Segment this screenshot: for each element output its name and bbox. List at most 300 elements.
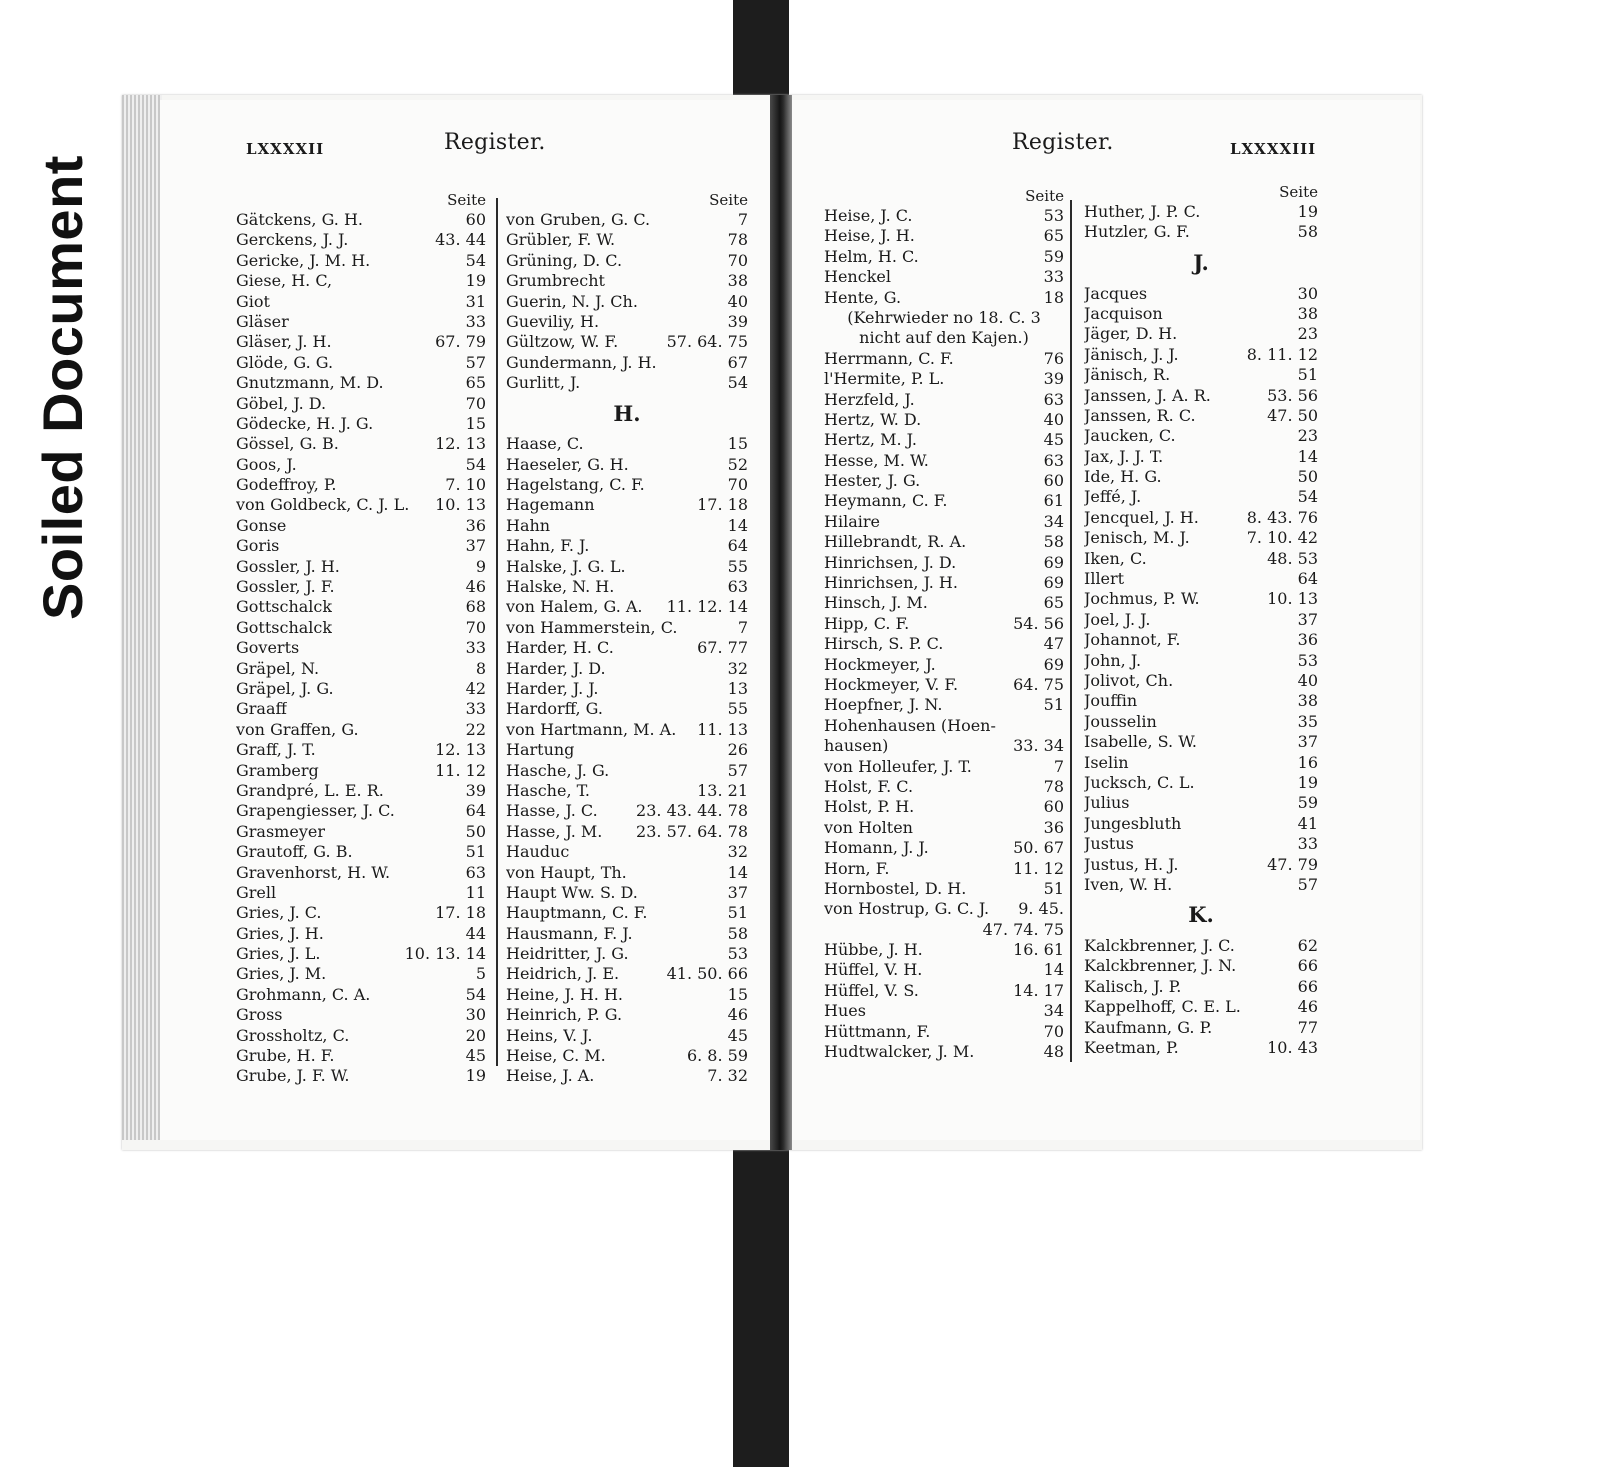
entry-pages: 23 (1297, 324, 1318, 344)
entry-name: Grandpré, L. E. R. (236, 780, 384, 800)
entry-pages: 50. 67 (1013, 838, 1064, 858)
entry-pages: 40 (727, 291, 748, 311)
entry-pages: 36 (1043, 817, 1064, 837)
index-entries (506, 210, 748, 1087)
entry-name: Hilaire (824, 511, 880, 531)
entry-pages: 59 (1043, 246, 1064, 266)
entry-pages: 13. 21 (697, 780, 748, 800)
entry-pages: 39 (1043, 369, 1064, 389)
entry-pages: 68 (465, 597, 486, 617)
entry-name: von Holleufer, J. T. (824, 756, 972, 776)
left-col-1 (236, 190, 486, 1087)
right-page-number: LXXXXIII (1230, 140, 1317, 158)
index-entry (236, 577, 486, 597)
entry-pages: 58 (727, 923, 748, 943)
entry-pages: 41. 50. 66 (666, 964, 748, 984)
entry-name: von Goldbeck, C. J. L. (236, 495, 410, 515)
index-entry (506, 1005, 748, 1025)
right-col-1 (824, 186, 1064, 1062)
entry-name: Ide, H. G. (1084, 467, 1162, 487)
index-entry (236, 985, 486, 1005)
entry-name: Julius (1084, 793, 1130, 813)
entry-name: Jacquison (1084, 303, 1163, 323)
index-entry (236, 842, 486, 862)
index-entry (1084, 365, 1318, 385)
index-entry (506, 964, 748, 984)
entry-name: Janssen, J. A. R. (1084, 385, 1211, 405)
index-entry (506, 1026, 748, 1046)
entry-pages: 46 (465, 577, 486, 597)
stamp-text: Soiled Document (30, 155, 94, 620)
entry-pages: 78 (727, 230, 748, 250)
index-entry (506, 801, 748, 821)
index-entry (506, 944, 748, 964)
index-entry (824, 532, 1064, 552)
index-entry (824, 512, 1064, 532)
entry-pages: 60 (1043, 797, 1064, 817)
entry-pages: 37 (465, 536, 486, 556)
entry-name: Heidritter, J. G. (506, 944, 629, 964)
index-entry (236, 964, 486, 984)
index-entry (824, 369, 1064, 389)
entry-pages: 52 (727, 454, 748, 474)
index-entry (506, 740, 748, 760)
index-entry (506, 251, 748, 271)
entry-pages: 46 (727, 1005, 748, 1025)
entry-name: Henckel (824, 267, 891, 287)
entry-name: Guerin, N. J. Ch. (506, 291, 638, 311)
index-entry (824, 797, 1064, 817)
entry-name: Hornbostel, D. H. (824, 878, 967, 898)
index-entry (824, 1042, 1064, 1062)
entry-name: Hüffel, V. S. (824, 980, 919, 1000)
entry-pages: 51 (1043, 695, 1064, 715)
entry-pages: 9. 45. (1018, 899, 1064, 919)
entry-pages: 9 (475, 556, 486, 576)
index-entry (236, 353, 486, 373)
entry-pages: 38 (1297, 303, 1318, 323)
index-entry (1084, 651, 1318, 671)
index-entry (236, 659, 486, 679)
entry-pages: 10. 43 (1267, 1038, 1318, 1058)
entry-name: Giot (236, 291, 270, 311)
entry-pages: 69 (1043, 654, 1064, 674)
index-entry (506, 842, 748, 862)
entry-pages: 54. 56 (1013, 613, 1064, 633)
entry-name: Kalckbrenner, J. C. (1084, 936, 1235, 956)
entry-name: Hasse, J. C. (506, 801, 598, 821)
index-entry (506, 557, 748, 577)
entry-pages: 11. 12 (1013, 858, 1064, 878)
entry-pages: 17. 18 (435, 903, 486, 923)
entry-name: Jänisch, R. (1084, 365, 1171, 385)
entry-pages: 61 (1043, 491, 1064, 511)
entry-pages: 30 (465, 1005, 486, 1025)
index-entry (1084, 855, 1318, 875)
entry-pages: 55 (727, 556, 748, 576)
entry-name: Heine, J. H. H. (506, 984, 623, 1004)
entry-name: Hester, J. G. (824, 471, 921, 491)
entry-name: Hirsch, S. P. C. (824, 634, 944, 654)
entry-name: Hohenhausen (Hoen- (824, 715, 996, 735)
entry-pages: 64 (727, 536, 748, 556)
seite-label: Seite (709, 191, 748, 209)
entry-name: Hagemann (506, 495, 595, 515)
entry-name: Gross (236, 1005, 283, 1025)
index-entry (236, 679, 486, 699)
entry-name: Herzfeld, J. (824, 389, 915, 409)
entry-name: Haeseler, G. H. (506, 454, 629, 474)
index-entry (506, 210, 748, 230)
index-entry (824, 430, 1064, 450)
entry-pages: 14 (727, 862, 748, 882)
entry-name: Helm, H. C. (824, 246, 919, 266)
index-entry (506, 863, 748, 883)
index-entry (506, 373, 748, 393)
entry-pages: 46 (1297, 997, 1318, 1017)
entry-name: Iven, W. H. (1084, 874, 1173, 894)
entry-pages: 58 (1043, 532, 1064, 552)
entry-name: Jochmus, P. W. (1084, 589, 1200, 609)
entry-pages: 67. 77 (697, 638, 748, 658)
entry-name: Jungesbluth (1084, 813, 1182, 833)
entry-name: Gericke, J. M. H. (236, 250, 371, 270)
index-entry (824, 716, 1064, 736)
index-entry (506, 230, 748, 250)
entry-name: Jencquel, J. H. (1084, 507, 1199, 527)
entry-pages: 50 (465, 821, 486, 841)
index-entry (236, 944, 486, 964)
entry-name: Isabelle, S. W. (1084, 732, 1197, 752)
entry-name: Hutzler, G. F. (1084, 222, 1190, 242)
index-entry (1084, 284, 1318, 304)
index-entry (506, 985, 748, 1005)
entry-name: Hauduc (506, 842, 570, 862)
entry-pages: 70 (727, 250, 748, 270)
entry-name: Gossler, J. F. (236, 577, 335, 597)
entry-name: Justus (1084, 834, 1134, 854)
entry-name: Hinrichsen, J. D. (824, 552, 957, 572)
entry-pages: 47. 50 (1267, 405, 1318, 425)
left-page-number: LXXXXII (246, 140, 325, 158)
index-entry (236, 332, 486, 352)
entry-pages: 48 (1043, 1042, 1064, 1062)
entry-name: Gueviliy, H. (506, 311, 600, 331)
seite-label: Seite (447, 191, 486, 209)
entry-name: Gries, J. H. (236, 923, 324, 943)
index-entry (824, 593, 1064, 613)
entry-pages: 67. 79 (435, 332, 486, 352)
column-rule (496, 198, 498, 1066)
entry-pages: 64 (465, 801, 486, 821)
entry-pages: 10. 13 (435, 495, 486, 515)
index-entry (506, 455, 748, 475)
entry-pages: 45 (1043, 430, 1064, 450)
index-entry (236, 638, 486, 658)
entry-pages: 65 (1043, 593, 1064, 613)
entry-pages: 51 (1043, 878, 1064, 898)
entry-name: John, J. (1084, 650, 1142, 670)
index-entry (506, 883, 748, 903)
entry-name: Jeffé, J. (1084, 487, 1142, 507)
entry-pages: 33 (1297, 834, 1318, 854)
entry-pages: 53 (727, 944, 748, 964)
index-entry (824, 471, 1064, 491)
entry-name: Hertz, W. D. (824, 409, 922, 429)
index-entry (1084, 1038, 1318, 1058)
entry-name: Illert (1084, 569, 1125, 589)
entry-name: Jolivot, Ch. (1084, 671, 1174, 690)
entry-pages: 36 (1297, 630, 1318, 650)
entry-note: nicht auf den Kajen.) (859, 328, 1029, 348)
entry-name: Hillebrandt, R. A. (824, 532, 967, 552)
entry-pages: 77 (1297, 1017, 1318, 1037)
index-entry (824, 859, 1064, 879)
entry-pages: 57 (465, 352, 486, 372)
index-entry (236, 373, 486, 393)
entry-pages: 54 (727, 373, 748, 393)
soiled-document-stamp (32, 135, 92, 640)
entry-pages: 70 (465, 617, 486, 637)
entry-pages: 69 (1043, 552, 1064, 572)
entry-name: Hipp, C. F. (824, 613, 910, 633)
index-entry (1084, 956, 1318, 976)
index-entry (1084, 753, 1318, 773)
index-entry (1084, 630, 1318, 650)
index-entry (506, 924, 748, 944)
index-entry (1084, 589, 1318, 609)
entry-pages: 20 (465, 1025, 486, 1045)
entry-pages: 54 (1297, 487, 1318, 507)
entry-name: Justus, H. J. (1084, 854, 1179, 874)
entry-pages: 44 (465, 923, 486, 943)
entry-name: Gräpel, J. G. (236, 678, 334, 698)
entry-pages: 17. 18 (697, 495, 748, 515)
entry-pages: 64 (1297, 569, 1318, 589)
entry-pages: 45 (465, 1046, 486, 1066)
entry-pages: 11. 12 (435, 760, 486, 780)
entry-pages: 33 (465, 311, 486, 331)
entry-name: Grüning, D. C. (506, 250, 623, 270)
entry-name: Grube, H. F. (236, 1046, 335, 1066)
index-entry (1084, 610, 1318, 630)
index-entry (236, 536, 486, 556)
entry-name: Gottschalck (236, 617, 333, 637)
index-entry (236, 557, 486, 577)
entry-pages: 62 (1297, 936, 1318, 956)
entry-name: Gläser, J. H. (236, 332, 332, 352)
index-entry (824, 573, 1064, 593)
entry-pages: 51 (727, 903, 748, 923)
index-entry (1084, 549, 1318, 569)
entry-pages: 67 (727, 352, 748, 372)
index-entry (824, 879, 1064, 899)
entry-pages: 26 (727, 740, 748, 760)
entry-name: Göbel, J. D. (236, 393, 327, 413)
entry-name: Hinsch, J. M. (824, 593, 928, 613)
entry-pages: 33 (465, 699, 486, 719)
entry-name: von Hammerstein, C. (506, 617, 678, 637)
entry-name: Grautoff, G. B. (236, 842, 353, 862)
entry-name: Gravenhorst, H. W. (236, 862, 391, 882)
entry-pages: 54 (465, 984, 486, 1004)
section-letter: J. (1193, 249, 1209, 275)
index-entry (506, 332, 748, 352)
entry-name: Jucksch, C. L. (1084, 772, 1195, 792)
entry-name: Keetman, P. (1084, 1038, 1179, 1058)
entry-pages: 13 (727, 679, 748, 698)
entry-pages: 7 (737, 617, 748, 637)
entry-pages: 70 (727, 475, 748, 495)
entry-pages: 63 (1043, 389, 1064, 409)
entry-name: Heise, J. A. (506, 1066, 595, 1086)
entry-name: Gnutzmann, M. D. (236, 373, 384, 393)
entry-pages: 57 (727, 760, 748, 780)
entry-name: Grumbrecht (506, 271, 605, 291)
index-entry (236, 883, 486, 903)
entry-name: Harder, J. D. (506, 658, 606, 678)
entry-name: Gläser (236, 311, 289, 331)
index-entry (1084, 467, 1318, 487)
entry-pages: 10. 13 (1267, 589, 1318, 609)
index-entry (1084, 712, 1318, 732)
index-entry (236, 761, 486, 781)
entry-name: Grohmann, C. A. (236, 984, 371, 1004)
entry-pages: 53. 56 (1267, 385, 1318, 405)
column-rule (1070, 200, 1072, 1062)
index-entry (1084, 875, 1318, 895)
entry-name: hausen) (824, 736, 889, 756)
index-entry (506, 679, 748, 699)
index-entry (236, 292, 486, 312)
index-entry (1084, 977, 1318, 997)
entry-name: Gries, J. M. (236, 964, 327, 984)
entry-pages: 31 (465, 291, 486, 311)
index-entry (824, 940, 1064, 960)
entry-name: Haase, C. (506, 434, 584, 454)
entry-pages: 14. 17 (1013, 980, 1064, 1000)
entry-name: Graff, J. T. (236, 740, 316, 760)
entry-pages: 11 (465, 882, 486, 902)
index-entry (824, 777, 1064, 797)
index-entry (236, 312, 486, 332)
index-entry (236, 863, 486, 883)
entry-pages: 15 (727, 434, 748, 454)
entry-pages: 45 (727, 1025, 748, 1045)
entry-pages: 66 (1297, 976, 1318, 996)
index-entry (824, 390, 1064, 410)
entry-pages: 32 (727, 658, 748, 678)
index-entry (236, 434, 486, 454)
index-entry (824, 410, 1064, 430)
entry-name: Kaufmann, G. P. (1084, 1017, 1213, 1037)
index-entry (236, 394, 486, 414)
entry-name: Grube, J. F. W. (236, 1066, 350, 1086)
index-entry (236, 924, 486, 944)
entry-name: Heinrich, P. G. (506, 1005, 623, 1025)
entry-name: Jouffin (1084, 691, 1138, 711)
index-entry (506, 536, 748, 556)
index-entry (1084, 1018, 1318, 1038)
index-entry (236, 1066, 486, 1086)
entry-name: Homann, J. J. (824, 838, 929, 858)
index-entry (506, 577, 748, 597)
index-entry (236, 740, 486, 760)
index-entry (824, 757, 1064, 777)
entry-pages: 7 (1053, 756, 1064, 776)
entry-name: Grasmeyer (236, 821, 325, 841)
index-entry (506, 720, 748, 740)
entry-pages: 54 (465, 250, 486, 270)
index-entries (236, 210, 486, 1087)
index-entry (236, 1026, 486, 1046)
entry-pages: 70 (465, 393, 486, 413)
index-entry (1084, 447, 1318, 467)
entry-name: Kalisch, J. P. (1084, 976, 1182, 996)
entry-name: Grapengiesser, J. C. (236, 801, 395, 821)
entry-name: Gültzow, W. F. (506, 332, 619, 352)
entry-pages: 30 (1297, 283, 1318, 303)
index-entry (1084, 222, 1318, 242)
index-entry (824, 634, 1064, 654)
entry-pages: 8. 43. 76 (1246, 507, 1318, 527)
entry-pages: 37 (1297, 609, 1318, 629)
left-col-2 (506, 190, 748, 1087)
index-entry (824, 247, 1064, 267)
entry-pages: 53 (1297, 650, 1318, 670)
entry-pages: 23 (1297, 426, 1318, 446)
entry-name: Grell (236, 882, 277, 902)
entry-pages: 55 (727, 699, 748, 719)
entry-pages: 64. 75 (1013, 674, 1064, 694)
entry-name: Halske, J. G. L. (506, 556, 626, 576)
entry-pages: 37 (727, 882, 748, 902)
index-entry (236, 720, 486, 740)
index-entry (1084, 406, 1318, 426)
index-entry (1084, 997, 1318, 1017)
page-edges (122, 95, 162, 1140)
entry-name: Heise, J. H. (824, 226, 915, 246)
index-entry (506, 1066, 748, 1086)
entry-name: Hertz, M. J. (824, 430, 917, 450)
entry-pages: 57 (1297, 874, 1318, 894)
entry-pages: 65 (1043, 226, 1064, 246)
entry-name: Hinrichsen, J. H. (824, 573, 958, 593)
index-entry (506, 761, 748, 781)
index-entry (236, 781, 486, 801)
entry-name: Jousselin (1084, 711, 1157, 731)
entry-pages: 8 (475, 658, 486, 678)
index-entry (824, 960, 1064, 980)
entry-name: Godeffroy, P. (236, 475, 337, 495)
index-entry (1084, 691, 1318, 711)
entry-name: Gödecke, H. J. G. (236, 413, 374, 433)
entry-name: Heise, J. C. (824, 206, 913, 225)
index-entry (824, 349, 1064, 369)
entry-name: Gössel, G. B. (236, 434, 339, 454)
left-page-header: Register. (444, 130, 546, 155)
entry-pages: 42 (465, 678, 486, 698)
index-entry (236, 271, 486, 291)
entry-pages: 34 (1043, 511, 1064, 531)
entry-name: Gräpel, N. (236, 658, 320, 678)
index-entry (824, 288, 1064, 308)
entry-name: Hues (824, 1001, 866, 1021)
entry-name: Hasche, T. (506, 780, 591, 800)
index-entry (824, 267, 1064, 287)
index-entry (236, 618, 486, 638)
entry-name: Hüttmann, F. (824, 1021, 931, 1041)
